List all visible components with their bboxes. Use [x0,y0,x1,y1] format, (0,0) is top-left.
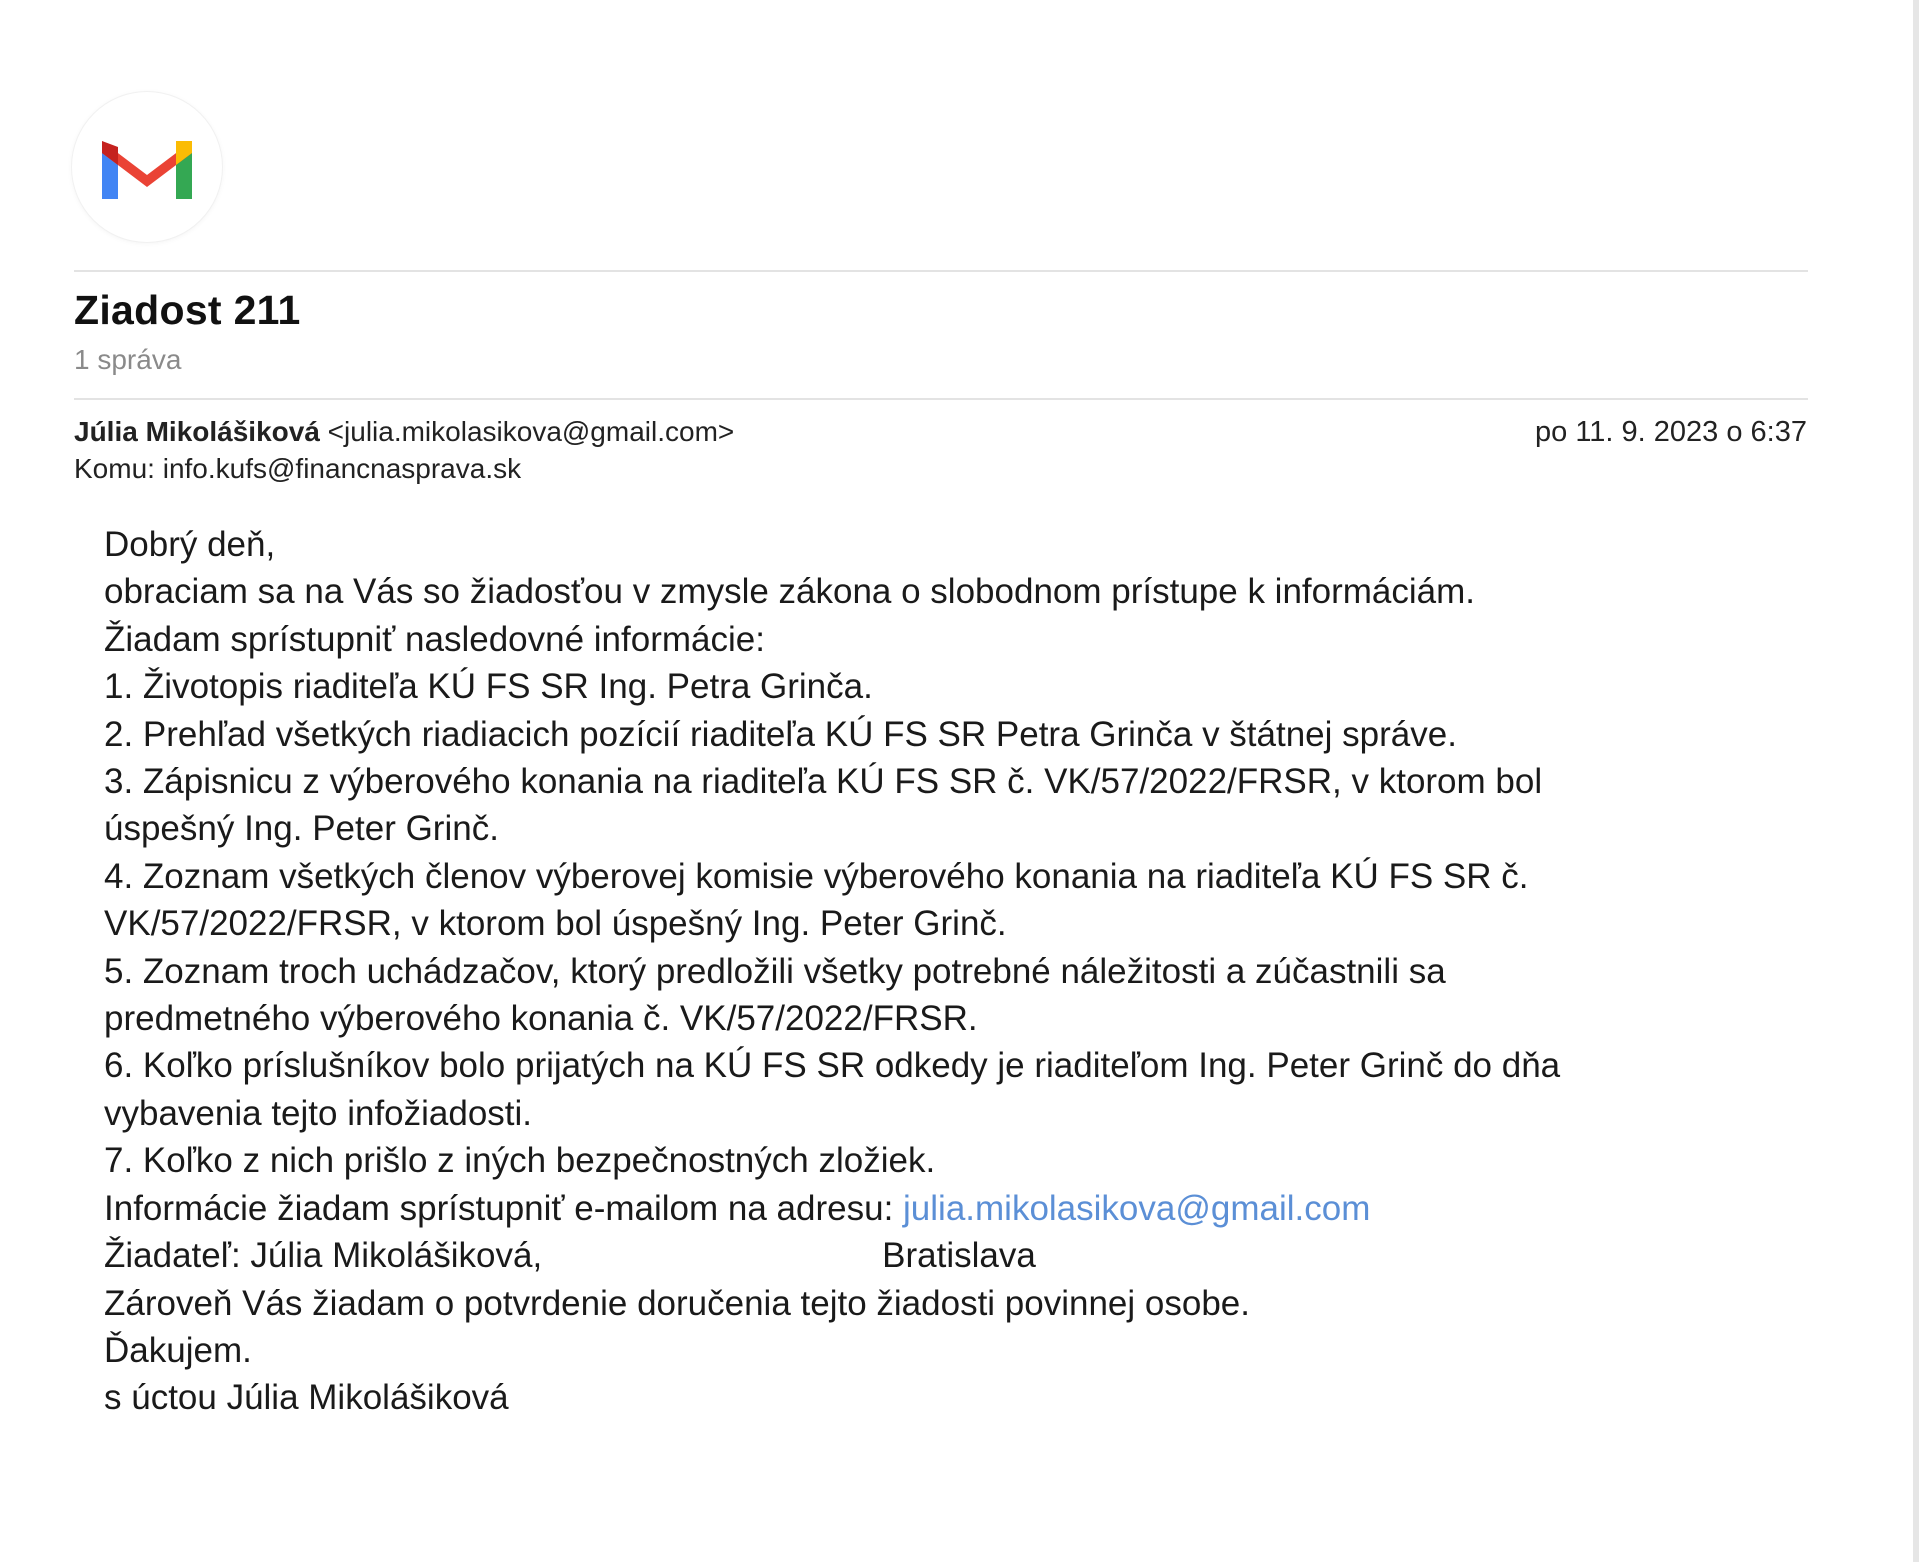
delivery-line [104,1185,1804,1232]
applicant-line [104,1232,1804,1279]
thanks-line: Ďakujem. [104,1330,252,1370]
recipient-line [74,453,521,485]
gmail-icon [95,127,199,207]
sender-name: Júlia Mikolášiková [74,416,320,447]
request-item-3-cont: úspešný Ing. Peter Grinč. [104,809,499,849]
delivery-prefix: Informácie žiadam sprístupniť e-mailom na adresu: [104,1188,894,1228]
request-item-4-cont: VK/57/2022/FRSR, v ktorom bol úspešný Ing. Peter Grinč. [104,904,1007,944]
divider-header [74,398,1808,400]
signature-line: s úctou Júlia Mikolášiková [104,1378,509,1418]
request-item-1: 1. Životopis riaditeľa KÚ FS SR Ing. Petra Grinča. [104,667,873,707]
to-label: Komu: [74,453,155,484]
delivery-email-link[interactable]: julia.mikolasikova@gmail.com [903,1188,1371,1228]
request-item-2: 2. Prehľad všetkých riadiacich pozícií riaditeľa KÚ FS SR Petra Grinča v štátnej správe. [104,714,1457,754]
greeting: Dobrý deň, [104,525,276,564]
to-address: info.kufs@financnasprava.sk [162,453,522,484]
gmail-logo [72,92,222,242]
request-item-6-cont: vybavenia tejto infožiadosti. [104,1093,533,1133]
message-count: 1 správa [74,344,182,375]
redacted-address [542,1241,882,1275]
applicant-prefix: Žiadateľ: Júlia Mikolášiková, [104,1236,543,1276]
request-item-5-cont: predmetného výberového konania č. VK/57/2022/FRSR. [104,999,978,1039]
email-subject: Ziadost 211 [74,287,301,333]
email-body [104,521,1804,1422]
request-item-7: 7. Koľko z nich prišlo z iných bezpečnostných zložiek. [104,1141,936,1181]
sender-email: <julia.mikolasikova@gmail.com> [327,416,735,447]
email-date: po 11. 9. 2023 o 6:37 [1535,416,1807,448]
request-item-4: 4. Zoznam všetkých členov výberovej komisie výberového konania na riaditeľa KÚ FS SR č. [104,856,1529,896]
sender-line [74,416,734,448]
intro-text: obraciam sa na Vás so žiadosťou v zmysle zákona o slobodnom prístupe k informáciám. [104,572,1475,612]
request-item-3: 3. Zápisnicu z výberového konania na riaditeľa KÚ FS SR č. VK/57/2022/FRSR, v ktorom bol [104,762,1543,802]
request-line: Žiadam sprístupniť nasledovné informácie: [104,619,765,659]
page-edge [1913,0,1919,1562]
divider-top [74,270,1808,272]
applicant-city: Bratislava [882,1236,1036,1276]
request-item-5: 5. Zoznam troch uchádzačov, ktorý predložili všetky potrebné náležitosti a zúčastnili sa [104,951,1446,991]
confirmation-line: Zároveň Vás žiadam o potvrdenie doručenia tejto žiadosti povinnej osobe. [104,1283,1250,1323]
request-item-6: 6. Koľko príslušníkov bolo prijatých na KÚ FS SR odkedy je riaditeľom Ing. Peter Grinč do dňa [104,1046,1561,1086]
